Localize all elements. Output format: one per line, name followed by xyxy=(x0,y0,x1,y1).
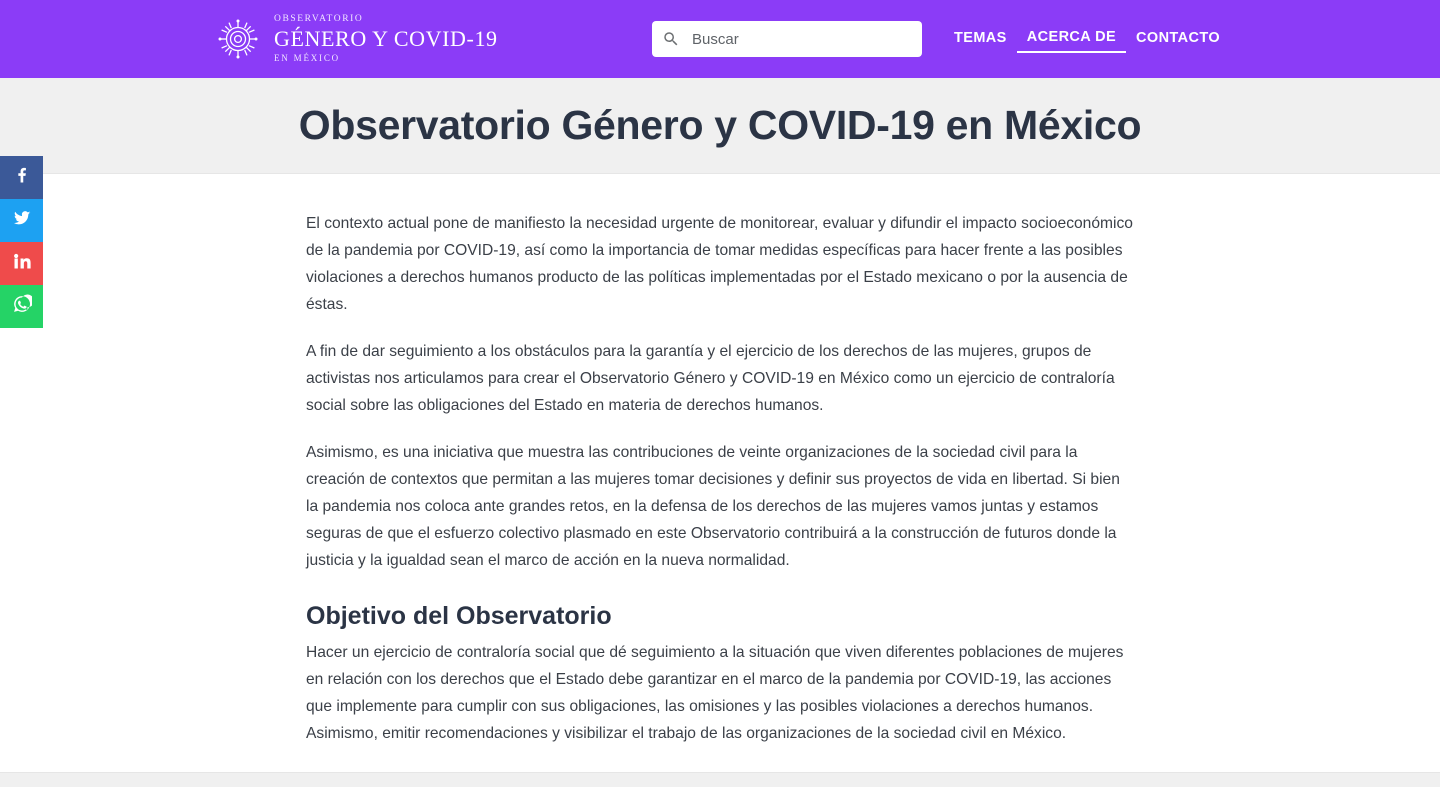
article-paragraph-3: Asimismo, es una iniciativa que muestra las contribuciones de veinte organizaciones de la sociedad civil para la creación de contextos que permitan a las mujeres tomar decisiones y definir sus proyectos de vida en libertad. Si bien la pandemia nos coloca ante grandes retos, en la defensa de los derechos de las mujeres vamos juntas y estamos seguras de que el esfuerzo colectivo plasmado en este Observatorio contribuirá a la construcción de futuros donde la justicia y la igualdad sean el marco de acción en la nueva normalidad. xyxy=(306,444,1120,569)
brand-line-1: OBSERVATORIO xyxy=(274,14,364,25)
nav-item-temas[interactable]: TEMAS xyxy=(954,30,1007,46)
article-paragraph-2: A fin de dar seguimiento a los obstáculos para la garantía y el ejercicio de los derechos de las mujeres, grupos de activistas nos articulamos para crear el Observatorio Género y COVID-19 en México como un ejercicio de contraloría social sobre las obligaciones del Estado en materia de derechos humanos. xyxy=(306,343,1115,414)
article-paragraph-1: El contexto actual pone de manifiesto la necesidad urgente de monitorear, evaluar y difundir el impacto socioeconómico de la pandemia por COVID-19, así como la importancia de tomar medidas específicas para hacer frente a las posibles violaciones a derechos humanos producto de las políticas implementadas por el Estado mexicano o por la ausencia de éstas. xyxy=(306,215,1133,313)
nav-item-acerca-de[interactable]: ACERCA DE xyxy=(1017,25,1126,53)
twitter-icon xyxy=(12,208,32,233)
article-paragraph-4: Hacer un ejercicio de contraloría social que dé seguimiento a la situación que viven diferentes poblaciones de mujeres en relación con los derechos que el Estado debe garantizar en el marco de la pandemia por COVID-19, las acciones que implemente para cumplir con sus obligaciones, las omisiones y las posibles violaciones a derechos humanos. Asimismo, emitir recomendaciones y visibilizar el trabajo de las organizaciones de la sociedad civil en México. xyxy=(306,644,1124,742)
brand-logo-link[interactable] xyxy=(216,15,498,63)
share-twitter-button[interactable] xyxy=(0,199,43,242)
nav-item-contacto[interactable]: CONTACTO xyxy=(1136,30,1221,46)
whatsapp-icon xyxy=(12,294,32,319)
article-section-heading: Objetivo del Observatorio xyxy=(306,602,612,630)
brand-line-3: EN MÉXICO xyxy=(274,52,340,63)
virus-sun-logo-icon xyxy=(216,17,260,61)
page-title: Observatorio Género y COVID-19 en México xyxy=(298,102,1142,148)
brand-line-2: GÉNERO Y COVID-19 xyxy=(274,25,498,51)
search-icon xyxy=(662,30,680,48)
article-body xyxy=(306,210,1134,747)
main-navigation xyxy=(944,0,1230,78)
share-linkedin-button[interactable] xyxy=(0,242,43,285)
site-header xyxy=(0,0,1440,78)
facebook-icon xyxy=(12,165,32,190)
brand-wordmark xyxy=(274,15,498,63)
article-content xyxy=(0,174,1440,747)
social-share-rail xyxy=(0,156,43,328)
footer-strip xyxy=(0,772,1440,787)
share-facebook-button[interactable] xyxy=(0,156,43,199)
share-whatsapp-button[interactable] xyxy=(0,285,43,328)
search-input[interactable] xyxy=(690,30,912,49)
title-band xyxy=(0,78,1440,174)
linkedin-icon xyxy=(12,251,32,276)
search-box[interactable] xyxy=(652,21,922,57)
